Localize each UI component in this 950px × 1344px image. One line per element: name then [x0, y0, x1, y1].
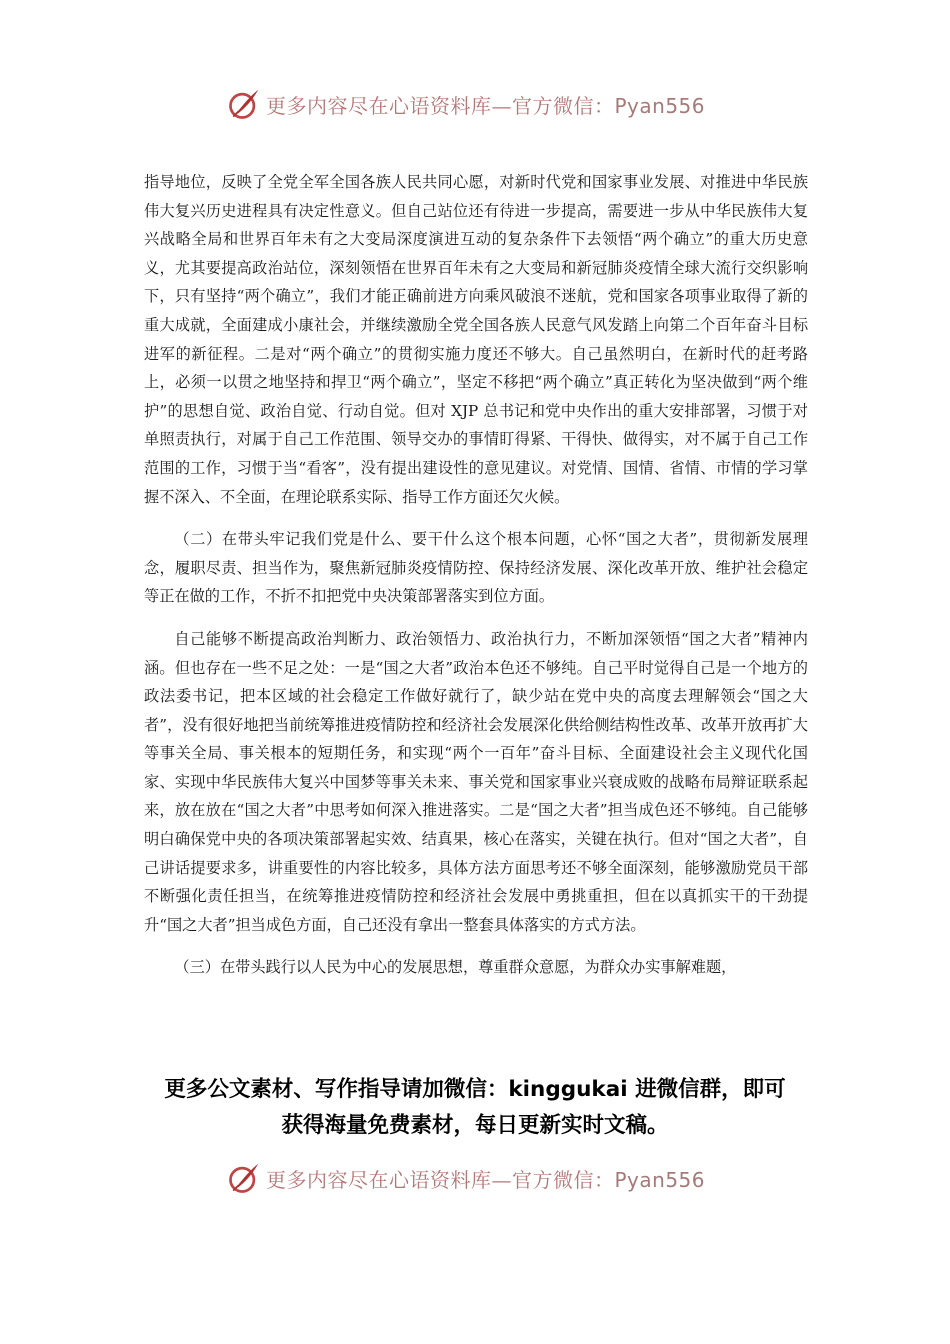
quill-logo-icon — [226, 1160, 262, 1196]
watermark-text: 更多内容尽在心语资料库—官方微信：Pyan556 — [266, 93, 706, 118]
promo-line-1: 更多公文素材、写作指导请加微信：kinggukai 进微信群，即可 — [164, 1077, 786, 1102]
quill-logo-icon — [226, 86, 262, 122]
header-watermark — [226, 84, 705, 124]
promo-line-2: 获得海量免费素材，每日更新实时文稿。 — [281, 1113, 669, 1138]
section-heading: （三）在带头践行以人民为中心的发展思想，尊重群众意愿，为群众办实事解难题， — [174, 958, 737, 977]
paragraph: 自己能够不断提高政治判断力、政治领悟力、政治执行力，不断加深领悟“国之大者”精神内涵。但也存在一些不足之处：一是“国之大者”政治本色还不够纯。自己平时觉得自己是一个地方的政法委书记，把本区域的社会稳定工作做好就行了，缺少站在党中央的高度去理解领会“国之大者”，没有很好地把当前统筹推进疫情防控和经济社会发展深化供给侧结构性改革、改革开放再扩大等事关全局、事关根本的短期任务，和实现“两个一百年”奋斗目标、全面建设社会主义现代化国家、实现中华民族伟大复兴中国梦等事关未来、事关党和国家事业兴衰成败的战略布局辩证联系起来，放在放在“国之大者”中思考如何深入推进落实。二是“国之大者”担当成色还不够纯。自己能够明白确保党中央的各项决策部署起实效、结真果，核心在落实，关键在执行。但对“国之大者”，自己讲话提要求多，讲重要性的内容比较多，具体方法方面思考还不够全面深刻，能够激励党员干部不断强化责任担当，在统筹推进疫情防控和经济社会发展中勇挑重担，但在以真抓实干的干劲提升“国之大者”担当成色方面，自己还没有拿出一整套具体落实的方式方法。 — [144, 629, 808, 934]
document-body — [144, 168, 808, 982]
footer-watermark — [226, 1158, 705, 1198]
promo-banner — [120, 1072, 830, 1144]
watermark-text: 更多内容尽在心语资料库—官方微信：Pyan556 — [266, 1167, 706, 1192]
paragraph: 指导地位，反映了全党全军全国各族人民共同心愿，对新时代党和国家事业发展、对推进中华民族伟大复兴历史进程具有决定性意义。但自己站位还有待进一步提高，需要进一步从中华民族伟大复兴战略全局和世界百年未有之大变局深度演进互动的复杂条件下去领悟“两个确立”的重大历史意义，尤其要提高政治站位，深刻领悟在世界百年未有之大变局和新冠肺炎疫情全球大流行交织影响下，只有坚持“两个确立”，我们才能正确前进方向乘风破浪不迷航，党和国家各项事业取得了新的重大成就，全面建成小康社会，并继续激励全党全国各族人民意气风发踏上向第二个百年奋斗目标进军的新征程。二是对“两个确立”的贯彻实施力度还不够大。自己虽然明白，在新时代的赶考路上，必须一以贯之地坚持和捍卫“两个确立”，坚定不移把“两个确立”真正转化为坚决做到“两个维护”的思想自觉、政治自觉、行动自觉。但对 XJP 总书记和党中央作出的重大安排部署，习惯于对单照责执行，对属于自己工作范围、领导交办的事情盯得紧、干得快、做得实，对不属于自己工作范围的工作，习惯于当“看客”，没有提出建设性的意见建议。对党情、国情、省情、市情的学习掌握不深入、不全面，在理论联系实际、指导工作方面还欠火候。 — [144, 173, 808, 506]
section-heading: （二）在带头牢记我们党是什么、要干什么这个根本问题，心怀“国之大者”，贯彻新发展理念，履职尽责、担当作为，聚焦新冠肺炎疫情防控、保持经济发展、深化改革开放、维护社会稳定等正在做的工作，不折不扣把党中央决策部署落实到位方面。 — [144, 530, 808, 606]
